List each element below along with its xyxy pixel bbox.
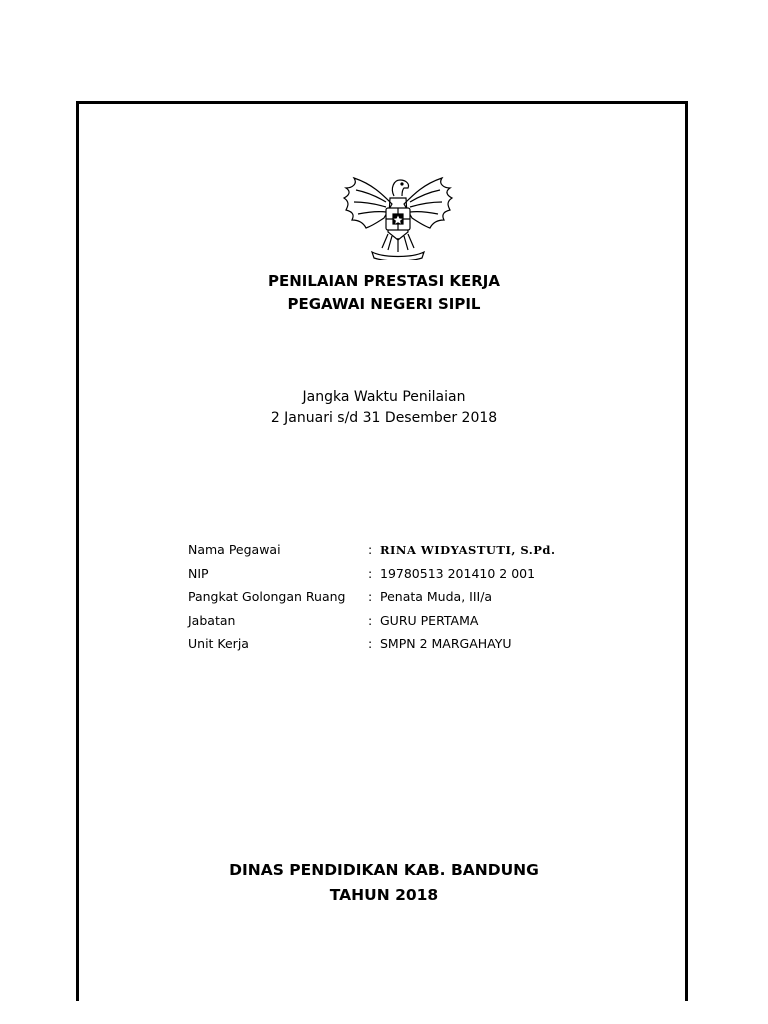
field-colon: : <box>368 612 373 628</box>
info-row-rank <box>188 585 648 609</box>
document-title-line1: PENILAIAN PRESTASI KERJA <box>268 272 500 290</box>
field-value-unit: SMPN 2 MARGAHAYU <box>380 636 512 652</box>
field-label: Unit Kerja <box>188 636 249 652</box>
field-colon: : <box>368 589 373 605</box>
field-colon: : <box>368 636 373 652</box>
info-row-unit <box>188 632 648 656</box>
field-colon: : <box>368 542 373 558</box>
info-row-position <box>188 609 648 633</box>
employee-info-table <box>188 538 648 656</box>
field-value-nip: 19780513 201410 2 001 <box>380 565 536 581</box>
info-row-nip <box>188 562 648 586</box>
field-label: Pangkat Golongan Ruang <box>188 589 346 605</box>
info-row-name <box>188 538 648 562</box>
period-value: 2 Januari s/d 31 Desember 2018 <box>270 410 498 426</box>
document-title-line2: PEGAWAI NEGERI SIPIL <box>287 295 481 313</box>
footer-institution: DINAS PENDIDIKAN KAB. BANDUNG <box>229 861 539 879</box>
field-value-position: GURU PERTAMA <box>380 612 479 628</box>
period-label: Jangka Waktu Penilaian <box>302 389 466 405</box>
field-value-rank: Penata Muda, III/a <box>380 589 493 605</box>
field-label: NIP <box>188 565 209 581</box>
field-label: Nama Pegawai <box>188 542 281 558</box>
footer-year: TAHUN 2018 <box>329 886 439 904</box>
field-colon: : <box>368 565 373 581</box>
field-value-name: RINA WIDYASTUTI, S.Pd. <box>380 542 556 557</box>
field-label: Jabatan <box>188 612 236 628</box>
garuda-emblem-icon <box>342 174 454 260</box>
